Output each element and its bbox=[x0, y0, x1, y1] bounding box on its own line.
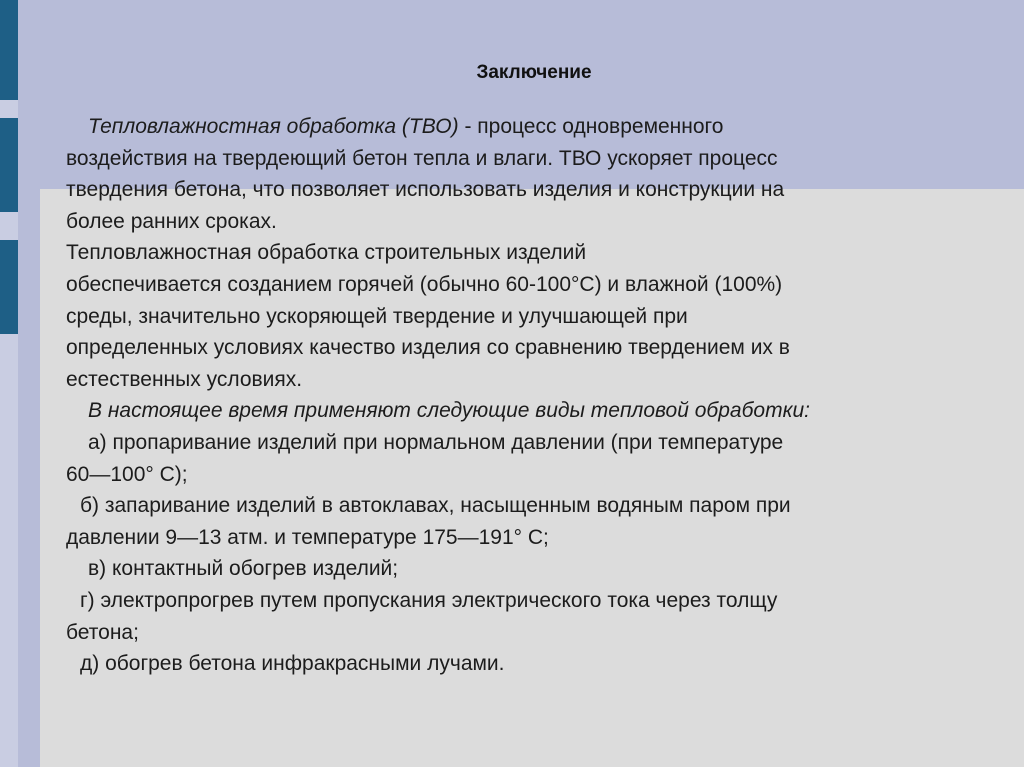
accent-bar-top bbox=[0, 0, 18, 100]
text-line: б) запаривание изделий в автоклавах, насыщенным водяным паром при bbox=[80, 494, 791, 518]
text-line: давлении 9—13 атм. и температуре 175—191° С; bbox=[66, 525, 549, 549]
list-item-a bbox=[66, 427, 966, 490]
paragraph-tvo-definition bbox=[66, 111, 966, 237]
tvo-term-rest: - процесс одновременного bbox=[458, 115, 724, 138]
list-item-b bbox=[66, 490, 966, 553]
text-line: более ранних сроках. bbox=[66, 209, 277, 233]
text-line: бетона; bbox=[66, 620, 139, 644]
list-item-d bbox=[66, 585, 966, 648]
slide-text bbox=[66, 62, 966, 680]
slide-title: Заключение bbox=[476, 62, 592, 83]
text-line: а) пропаривание изделий при нормальном давлении (при температуре bbox=[88, 430, 784, 454]
text-line: 60—100° С); bbox=[66, 462, 188, 486]
paragraph-tvo-conditions bbox=[66, 237, 966, 395]
text-line: естественных условиях. bbox=[66, 367, 303, 391]
accent-bar-bottom bbox=[0, 240, 18, 334]
tvo-term: Тепловлажностная обработка (ТВО) bbox=[88, 115, 459, 138]
list-item-c: в) контактный обогрев изделий; bbox=[88, 557, 399, 581]
text-line: определенных условиях качество изделия со сравнению твердением их в bbox=[66, 336, 790, 360]
text-line: обеспечивается созданием горячей (обычно 60-100°С) и влажной (100%) bbox=[66, 272, 783, 296]
accent-bar-middle bbox=[0, 118, 18, 212]
text-line: г) электропрогрев путем пропускания электрического тока через толщу bbox=[80, 588, 778, 612]
text-line: твердения бетона, что позволяет использовать изделия и конструкции на bbox=[66, 178, 785, 202]
text-line: воздействия на твердеющий бетон тепла и влаги. ТВО ускоряет процесс bbox=[66, 146, 778, 170]
list-item-e: д) обогрев бетона инфракрасными лучами. bbox=[80, 652, 505, 676]
left-strip bbox=[0, 0, 18, 767]
types-heading: В настоящее время применяют следующие виды тепловой обработки: bbox=[88, 399, 811, 423]
text-line: среды, значительно ускоряющей твердение и улучшающей при bbox=[66, 304, 688, 328]
text-line: Тепловлажностная обработка строительных изделий bbox=[66, 241, 587, 265]
